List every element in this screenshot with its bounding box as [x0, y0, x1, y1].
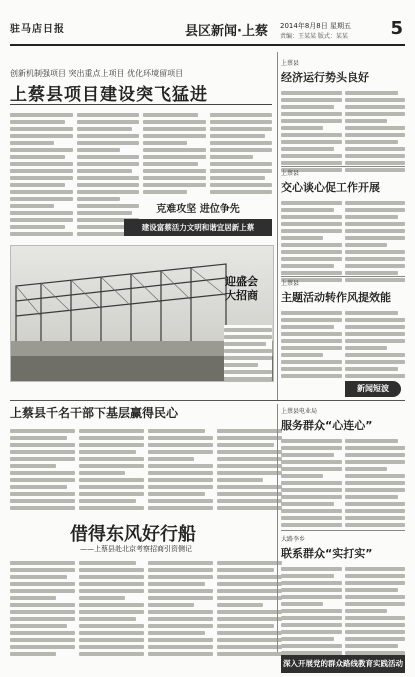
- middle-body: [10, 426, 282, 526]
- column-divider: [277, 52, 278, 400]
- article-title[interactable]: 服务群众“心连心”: [281, 419, 373, 432]
- photo-caption: [224, 325, 272, 377]
- feature-subtitle: ——上蔡县赴北京考察招商引资侧记: [80, 545, 192, 553]
- right-article[interactable]: [281, 168, 405, 286]
- section-divider: [281, 276, 405, 277]
- slogan-banner: [124, 200, 272, 240]
- banner-bottom-line: 建设富蔡活力文明和谐宜居新上蔡: [124, 219, 272, 236]
- article-title[interactable]: 主题活动转作风提效能: [281, 291, 391, 304]
- right-article[interactable]: [281, 58, 405, 176]
- lead-column: [10, 110, 73, 238]
- photo-headline: 迎盛会 大招商: [225, 275, 258, 302]
- issue-date: 2014年8月8日 星期五: [280, 22, 351, 30]
- masthead-rule: [10, 44, 405, 46]
- section-title: 县区新闻·上蔡: [185, 24, 268, 39]
- paper-name: 驻马店日报: [10, 24, 65, 35]
- feature-body: [10, 558, 282, 668]
- article-label: 上蔡县: [281, 170, 300, 177]
- article-title[interactable]: 经济运行势头良好: [281, 71, 369, 84]
- news-briefs-tag[interactable]: 新闻短波: [345, 381, 401, 397]
- campaign-banner: 深入开展党的群众路线教育实践活动: [281, 655, 405, 673]
- page-number: 5: [390, 18, 403, 39]
- article-title[interactable]: 交心谈心促工作开展: [281, 181, 380, 194]
- news-briefs: [281, 360, 405, 400]
- lead-kicker: 创新机制强项目 突出重点上项目 优化环境留项目: [10, 69, 184, 78]
- right-article[interactable]: [281, 534, 405, 664]
- right-article[interactable]: [281, 406, 405, 536]
- section-divider: [281, 530, 405, 531]
- feature-title[interactable]: 借得东风好行船: [70, 524, 196, 545]
- banner-top-line: 克难攻坚 进位争先: [156, 204, 240, 215]
- article-label: 上蔡县电业局: [281, 408, 318, 415]
- lead-rule: [10, 104, 272, 105]
- article-label: 上蔡县: [281, 280, 300, 287]
- article-label: 上蔡县: [281, 60, 300, 67]
- section-divider: [281, 166, 405, 167]
- editors-credit: 责编：王某某 版式：某某: [280, 33, 348, 40]
- middle-headline[interactable]: 上蔡县千名干部下基层赢得民心: [10, 406, 179, 420]
- lead-headline[interactable]: 上蔡县项目建设突飞猛进: [10, 85, 208, 105]
- column-divider: [277, 404, 278, 652]
- article-title[interactable]: 联系群众“实打实”: [281, 547, 373, 560]
- article-label: 大路李乡: [281, 536, 306, 543]
- section-divider: [10, 400, 405, 401]
